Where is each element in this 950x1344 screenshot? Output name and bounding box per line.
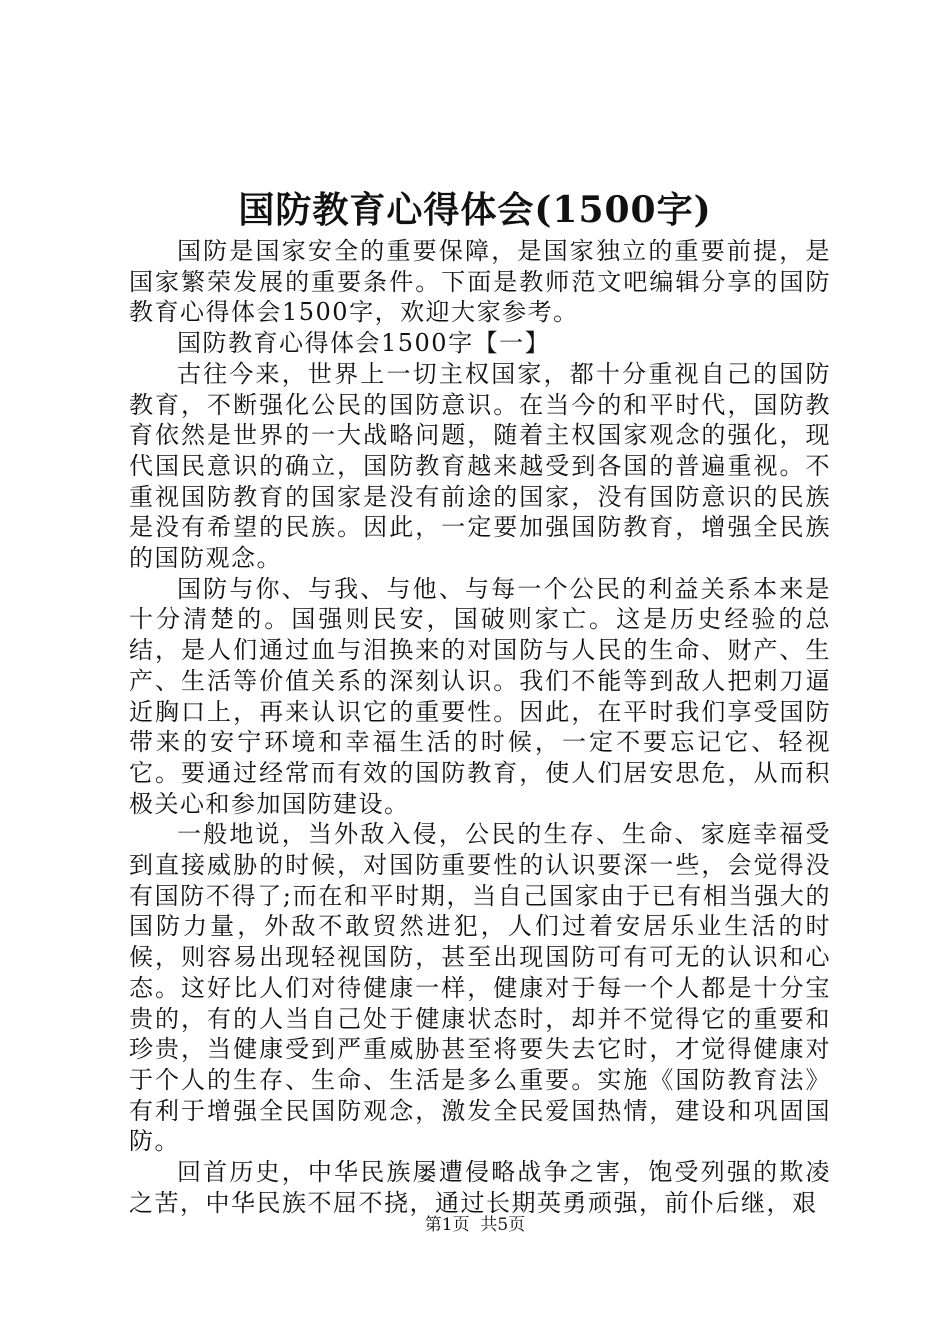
page-total: 共5页 — [480, 1215, 526, 1235]
section-heading: 国防教育心得体会1500字【一】 — [177, 329, 551, 358]
document-title: 国防教育心得体会(1500字) — [238, 189, 712, 231]
paragraph-intro: 国防是国家安全的重要保障，是国家独立的重要前提，是国家繁荣发展的重要条件。下面是教师范文吧编辑分享的国防教育心得体会1500字，欢迎大家参考。 — [129, 237, 831, 327]
paragraph: 一般地说，当外敌入侵，公民的生存、生命、家庭幸福受到直接威胁的时候，对国防重要性的认识要深一些，会觉得没有国防不得了;而在和平时期，当自己国家由于已有相当强大的国防力量，外敌不敢贸然进犯，人们过着安居乐业生活的时候，则容易出现轻视国防，甚至出现国防可有可无的认识和心态。这好比人们对待健康一样，健康对于每一个人都是十分宝贵的，有的人当自己处于健康状态时，却并不觉得它的重要和珍贵，当健康受到严重威胁甚至将要失去它时，才觉得健康对于个人的生存、生命、生活是多么重要。实施《国防教育法》有利于增强全民国防观念，激发全民爱国热情，建设和巩固国防。 — [129, 820, 831, 1156]
page-number: 第1页 — [424, 1215, 470, 1235]
document-body — [129, 236, 831, 1219]
paragraph: 国防与你、与我、与他、与每一个公民的利益关系本来是十分清楚的。国强则民安，国破则家亡。这是历史经验的总结，是人们通过血与泪换来的对国防与人民的生命、财产、生产、生活等价值关系的深刻认识。我们不能等到敌人把刺刀逼近胸口上，再来认识它的重要性。因此，在平时我们享受国防带来的安宁环境和幸福生活的时候，一定不要忘记它、轻视它。要通过经常而有效的国防教育，使人们居安思危，从而积极关心和参加国防建设。 — [129, 574, 831, 818]
paragraph: 古往今来，世界上一切主权国家，都十分重视自己的国防教育，不断强化公民的国防意识。在当今的和平时代，国防教育依然是世界的一大战略问题，随着主权国家观念的强化，现代国民意识的确立，国防教育越来越受到各国的普遍重视。不重视国防教育的国家是没有前途的国家，没有国防意识的民族是没有希望的民族。因此，一定要加强国防教育，增强全民族的国防观念。 — [129, 359, 831, 573]
paragraph: 回首历史，中华民族屡遭侵略战争之害，饱受列强的欺凌之苦，中华民族不屈不挠，通过长期英勇顽强，前仆后继，艰 — [129, 1158, 831, 1217]
page-footer — [0, 1213, 950, 1237]
